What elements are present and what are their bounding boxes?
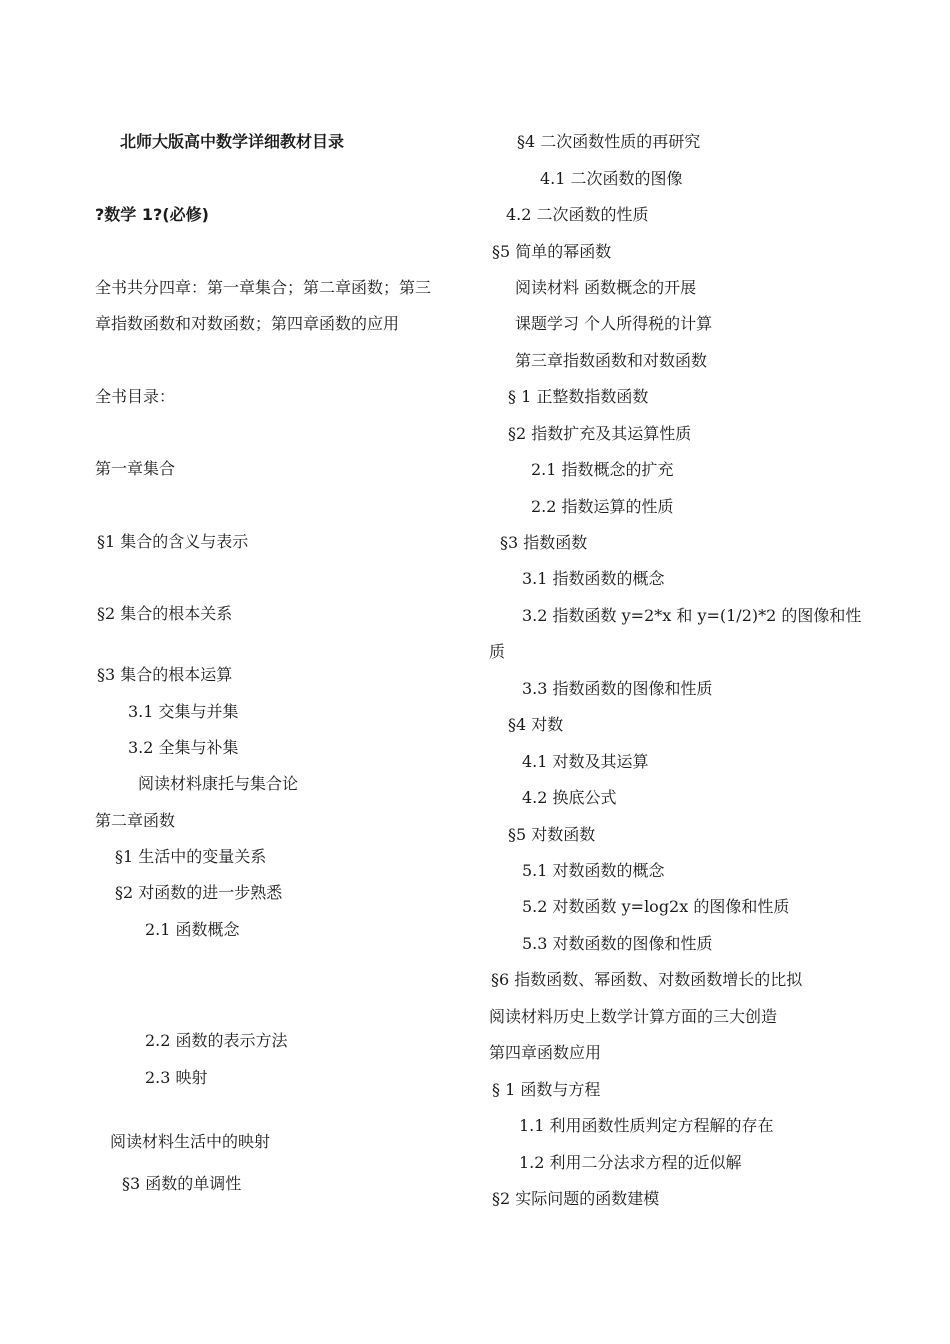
book-label: ?数学 1?(必修) <box>95 205 209 224</box>
toc-subsection: 4.1 二次函数的图像 <box>540 169 683 188</box>
toc-section: §6 指数函数、幂函数、对数函数增长的比拟 <box>491 970 803 989</box>
toc-subsection: 5.2 对数函数 y=log2x 的图像和性质 <box>522 897 790 916</box>
toc-chapter: 第一章集合 <box>95 459 176 478</box>
toc-subsection: 1.1 利用函数性质判定方程解的存在 <box>519 1116 774 1135</box>
toc-chapter: 第三章指数函数和对数函数 <box>515 351 708 370</box>
toc-subsection: 5.1 对数函数的概念 <box>522 861 665 880</box>
toc-label: 全书目录： <box>95 387 176 406</box>
toc-subsection: 1.2 利用二分法求方程的近似解 <box>519 1153 742 1172</box>
toc-section: §1 集合的含义与表示 <box>97 532 249 551</box>
toc-reading: 阅读材料历史上数学计算方面的三大创造 <box>489 1007 778 1026</box>
toc-chapter: 第二章函数 <box>95 811 176 830</box>
toc-section: §2 集合的根本关系 <box>97 604 233 623</box>
toc-section: §4 二次函数性质的再研究 <box>517 132 701 151</box>
toc-subsection: 2.2 指数运算的性质 <box>531 497 674 516</box>
toc-reading: 阅读材料 函数概念的开展 <box>515 278 697 297</box>
toc-subsection: 2.1 函数概念 <box>145 920 240 939</box>
summary-line-2: 章指数函数和对数函数；第四章函数的应用 <box>95 314 400 333</box>
toc-section: §3 指数函数 <box>500 533 588 552</box>
toc-subsection: 4.2 换底公式 <box>522 788 617 807</box>
toc-section: §2 对函数的进一步熟悉 <box>115 883 283 902</box>
toc-subsection: 5.3 对数函数的图像和性质 <box>522 934 713 953</box>
toc-section: §2 实际问题的函数建模 <box>492 1189 660 1208</box>
toc-subsection-continued: 质 <box>489 642 506 661</box>
toc-section: § 1 正整数指数函数 <box>508 387 649 406</box>
toc-project: 课题学习 个人所得税的计算 <box>515 314 713 333</box>
toc-subsection: 3.1 指数函数的概念 <box>522 569 665 588</box>
toc-subsection: 2.2 函数的表示方法 <box>145 1031 288 1050</box>
toc-section: § 1 函数与方程 <box>492 1080 601 1099</box>
toc-chapter: 第四章函数应用 <box>489 1043 602 1062</box>
toc-subsection: 4.2 二次函数的性质 <box>506 205 649 224</box>
toc-section: §3 函数的单调性 <box>122 1174 242 1193</box>
toc-section: §4 对数 <box>508 715 564 734</box>
toc-subsection: 2.1 指数概念的扩充 <box>531 460 674 479</box>
toc-section: §5 简单的幂函数 <box>492 242 612 261</box>
toc-subsection: 3.1 交集与并集 <box>128 702 239 721</box>
toc-section: §1 生活中的变量关系 <box>115 847 267 866</box>
toc-reading: 阅读材料康托与集合论 <box>138 774 299 793</box>
toc-section: §3 集合的根本运算 <box>97 665 233 684</box>
toc-reading: 阅读材料生活中的映射 <box>110 1132 271 1151</box>
toc-subsection: 3.2 指数函数 y=2*x 和 y=(1/2)*2 的图像和性 <box>522 606 862 625</box>
toc-section: §2 指数扩充及其运算性质 <box>508 424 692 443</box>
summary-line-1: 全书共分四章：第一章集合；第二章函数；第三 <box>95 278 432 297</box>
toc-subsection: 3.3 指数函数的图像和性质 <box>522 679 713 698</box>
toc-section: §5 对数函数 <box>508 825 596 844</box>
toc-subsection: 3.2 全集与补集 <box>128 738 239 757</box>
toc-subsection: 2.3 映射 <box>145 1068 208 1087</box>
document-title: 北师大版高中数学详细教材目录 <box>120 132 345 151</box>
toc-subsection: 4.1 对数及其运算 <box>522 752 649 771</box>
